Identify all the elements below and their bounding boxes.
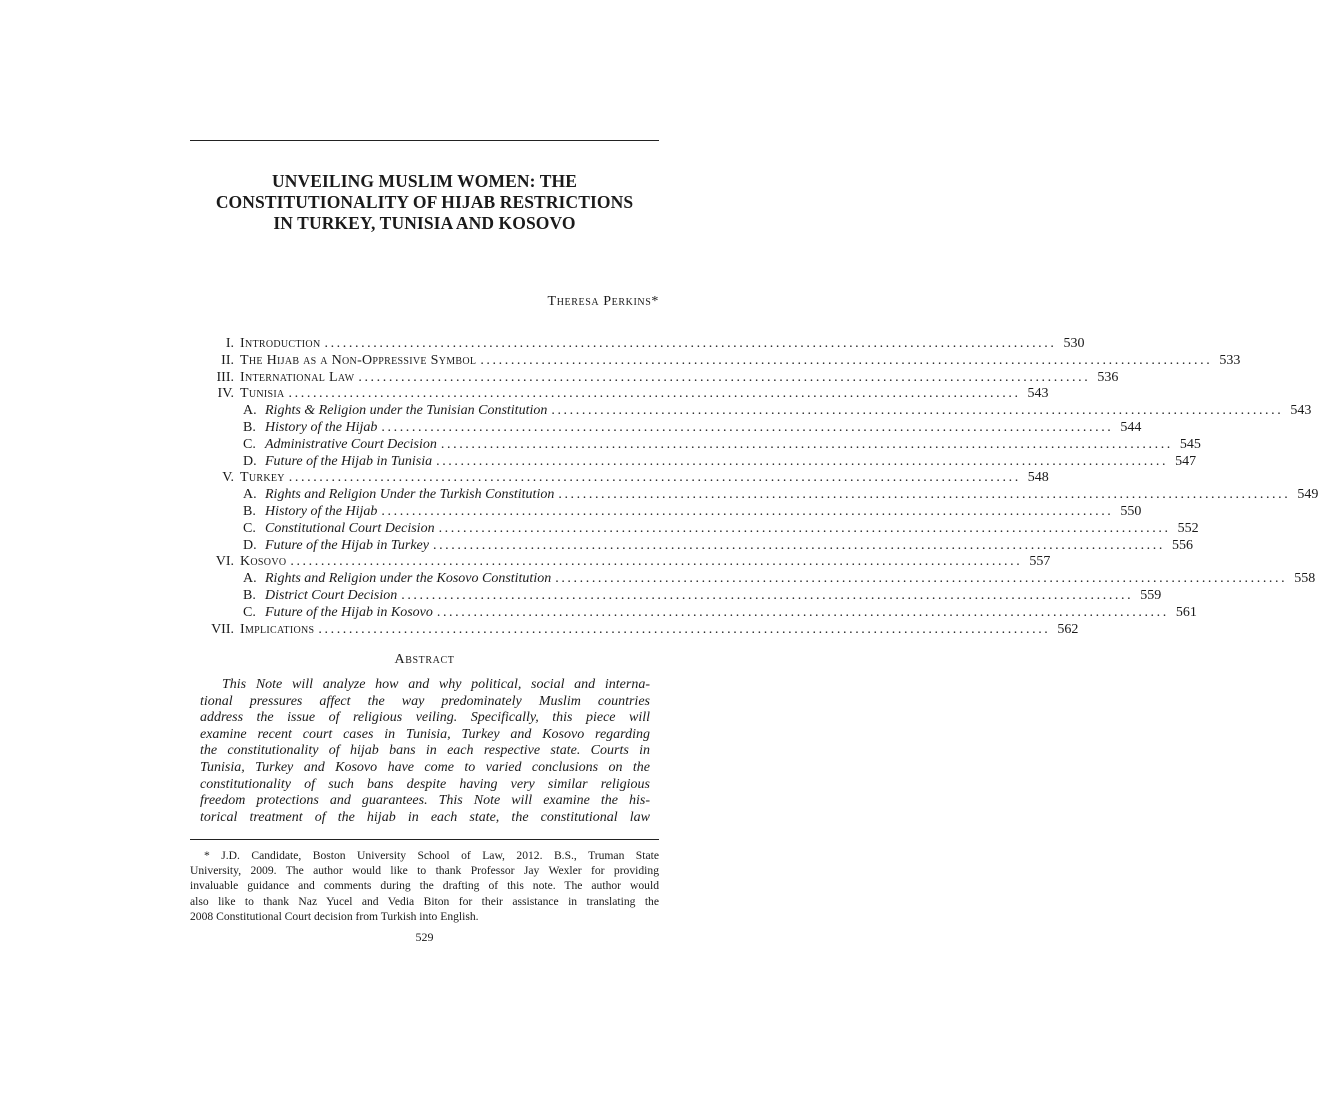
toc-subsection-letter: B.	[243, 503, 256, 519]
toc-page-number: 556	[1171, 537, 1193, 553]
toc-subentry	[190, 537, 1193, 555]
toc-page-number: 561	[1175, 604, 1197, 620]
abstract-line: torical treatment of the hijab in each state, the constitutional law	[200, 809, 650, 825]
toc-leader-dots: ........................................................................................................................	[438, 520, 1171, 536]
footnote-line: University, 2009. The author would like to thank Professor Jay Wexler for providing	[190, 864, 659, 878]
abstract-heading: Abstract	[394, 652, 455, 667]
toc-line	[240, 621, 1079, 639]
toc-page-number: 558	[1294, 571, 1316, 587]
footnote-line: 2008 Constitutional Court decision from Turkish into English.	[190, 909, 479, 923]
abstract-line: address the issue of religious veiling. Specifically, this piece will	[200, 710, 650, 726]
footnote-line: * J.D. Candidate, Boston University School of Law, 2012. B.S., Truman State	[204, 849, 659, 862]
abstract-line: This Note will analyze how and why political, social and interna-	[222, 677, 650, 692]
toc-entry-title: The Hijab as a Non-Oppressive Symbol	[240, 352, 477, 368]
abstract-line: Tunisia, Turkey and Kosovo have come to varied conclusions on the	[200, 759, 650, 775]
toc-line	[243, 403, 1312, 420]
abstract-line: constitutionality of such bans despite having very similar religious	[200, 776, 650, 792]
toc-page-number: 552	[1177, 520, 1199, 536]
toc-leader-dots: ........................................................................................................................	[436, 604, 1169, 620]
toc-line	[240, 369, 1119, 387]
toc-entry	[190, 352, 1241, 370]
toc-entry-title: Administrative Court Decision	[265, 436, 437, 452]
toc-page-number: 562	[1057, 621, 1079, 637]
toc-line	[243, 503, 1142, 521]
abstract-line: examine recent court cases in Tunisia, Turkey and Kosovo regarding	[200, 726, 650, 742]
abstract-line: tional pressures affect the way predominately Muslim countries	[200, 693, 650, 709]
title-line: UNVEILING MUSLIM WOMEN: THE	[272, 171, 577, 191]
toc-entry-title: Future of the Hijab in Turkey	[265, 537, 429, 553]
toc-leader-dots: ........................................................................................................................	[318, 621, 1051, 637]
toc-line	[240, 386, 1049, 403]
toc-leader-dots: ........................................................................................................................	[480, 352, 1213, 368]
article-title	[190, 171, 659, 234]
toc-entry-title: Introduction	[240, 336, 321, 351]
toc-leader-dots: ........................................................................................................................	[551, 403, 1284, 419]
abstract-line: freedom protections and guarantees. This Note will examine the his-	[200, 793, 650, 809]
toc-entry	[190, 554, 1051, 571]
toc-leader-dots: ........................................................................................................................	[440, 436, 1173, 452]
toc-entry-title: Kosovo	[240, 554, 287, 570]
toc-entry-title: Rights & Religion under the Tunisian Constitution	[265, 403, 548, 419]
toc-page-number: 549	[1297, 487, 1318, 503]
toc-subsection-letter: A.	[243, 403, 257, 419]
toc-leader-dots: ........................................................................................................................	[432, 537, 1165, 553]
document-page	[190, 0, 1318, 1100]
title-line: CONSTITUTIONALITY OF HIJAB RESTRICTIONS	[215, 192, 634, 212]
toc-leader-dots: ........................................................................................................................	[436, 453, 1169, 469]
toc-subsection-letter: D.	[243, 537, 257, 553]
toc-subsection-letter: C.	[243, 436, 256, 452]
toc-entry	[190, 336, 1085, 353]
toc-subsection-letter: A.	[243, 571, 257, 587]
toc-subsection-letter: A.	[243, 487, 257, 503]
toc-entry-title: History of the Hijab	[265, 503, 378, 519]
toc-leader-dots: ........................................................................................................................	[381, 419, 1114, 435]
toc-page-number: 545	[1179, 436, 1201, 452]
toc-page-number: 547	[1175, 453, 1197, 469]
toc-subentry	[190, 436, 1201, 454]
toc-line	[240, 352, 1241, 370]
toc-line	[243, 537, 1193, 555]
toc-subentry	[190, 403, 1312, 420]
toc-entry-title: Future of the Hijab in Tunisia	[265, 453, 433, 469]
toc-entry-title: Tunisia	[240, 386, 285, 402]
toc-entry-title: Rights and Religion under the Kosovo Constitution	[265, 571, 552, 587]
toc-line	[240, 554, 1051, 571]
author-name: Theresa Perkins*	[547, 294, 659, 309]
toc-page-number: 543	[1027, 386, 1049, 402]
toc-section-number: VII.	[211, 621, 234, 637]
footnote	[190, 848, 659, 924]
toc-line	[240, 470, 1049, 487]
footnote-line: also like to thank Naz Yucel and Vedia Biton for their assistance in translating the	[190, 894, 659, 908]
toc-line	[243, 436, 1201, 454]
toc-subentry	[190, 503, 1142, 521]
title-line: IN TURKEY, TUNISIA AND KOSOVO	[273, 213, 576, 233]
footnote-line: invaluable guidance and comments during the drafting of this note. The author would	[190, 879, 659, 893]
toc-entry-title: Constitutional Court Decision	[265, 520, 435, 536]
toc-subentry	[190, 604, 1197, 622]
abstract-line: the constitutionality of hijab bans in each respective state. Courts in	[200, 743, 650, 759]
toc-page-number: 543	[1290, 403, 1312, 419]
toc-line	[243, 487, 1318, 504]
toc-page-number: 557	[1029, 554, 1051, 570]
toc-line	[243, 604, 1197, 622]
toc-section-number: II.	[221, 352, 234, 368]
toc-section-number: IV.	[217, 386, 234, 402]
toc-subentry	[190, 587, 1162, 605]
toc-page-number: 536	[1097, 369, 1119, 385]
toc-subentry	[190, 520, 1199, 538]
toc-subsection-letter: D.	[243, 453, 257, 469]
toc-subsection-letter: B.	[243, 419, 256, 435]
table-of-contents	[190, 336, 1318, 638]
toc-leader-dots: ........................................................................................................................	[288, 470, 1021, 486]
toc-line	[240, 336, 1085, 353]
toc-section-number: V.	[222, 470, 234, 486]
header-rule	[190, 140, 659, 141]
toc-subentry	[190, 571, 1316, 588]
toc-page-number: 559	[1140, 587, 1162, 603]
toc-subsection-letter: C.	[243, 520, 256, 536]
toc-line	[243, 587, 1162, 605]
toc-leader-dots: ........................................................................................................................	[290, 554, 1023, 570]
toc-leader-dots: ........................................................................................................................	[381, 503, 1114, 519]
abstract-body	[200, 677, 650, 826]
toc-subentry	[190, 487, 1318, 504]
toc-entry	[190, 621, 1079, 639]
toc-line	[243, 419, 1142, 437]
toc-page-number: 548	[1027, 470, 1049, 486]
toc-page-number: 544	[1120, 419, 1142, 435]
toc-leader-dots: ........................................................................................................................	[558, 487, 1291, 503]
toc-section-number: I.	[225, 336, 234, 351]
toc-entry	[190, 369, 1119, 387]
toc-entry-title: Future of the Hijab in Kosovo	[265, 604, 433, 620]
toc-entry-title: International Law	[240, 369, 355, 385]
toc-entry-title: Turkey	[240, 470, 285, 486]
toc-subsection-letter: B.	[243, 587, 256, 603]
toc-line	[243, 453, 1197, 471]
toc-entry	[190, 470, 1049, 487]
toc-leader-dots: ........................................................................................................................	[401, 587, 1134, 603]
toc-entry	[190, 386, 1049, 403]
toc-entry-title: Rights and Religion Under the Turkish Constitution	[265, 487, 555, 503]
toc-entry-title: Implications	[240, 621, 315, 637]
toc-section-number: VI.	[215, 554, 234, 570]
toc-subsection-letter: C.	[243, 604, 256, 620]
toc-entry-title: History of the Hijab	[265, 419, 378, 435]
footnote-rule	[190, 839, 659, 840]
page-number: 529	[415, 930, 434, 944]
toc-leader-dots: ........................................................................................................................	[358, 369, 1091, 385]
toc-leader-dots: ........................................................................................................................	[555, 571, 1288, 587]
toc-entry-title: District Court Decision	[265, 587, 398, 603]
toc-line	[243, 571, 1316, 588]
toc-line	[243, 520, 1199, 538]
toc-page-number: 550	[1120, 503, 1142, 519]
toc-subentry	[190, 419, 1142, 437]
toc-section-number: III.	[216, 369, 234, 385]
toc-leader-dots: ........................................................................................................................	[288, 386, 1021, 402]
toc-leader-dots: ........................................................................................................................	[324, 336, 1057, 351]
toc-page-number: 533	[1219, 352, 1241, 368]
toc-page-number: 530	[1063, 336, 1085, 351]
toc-subentry	[190, 453, 1197, 471]
